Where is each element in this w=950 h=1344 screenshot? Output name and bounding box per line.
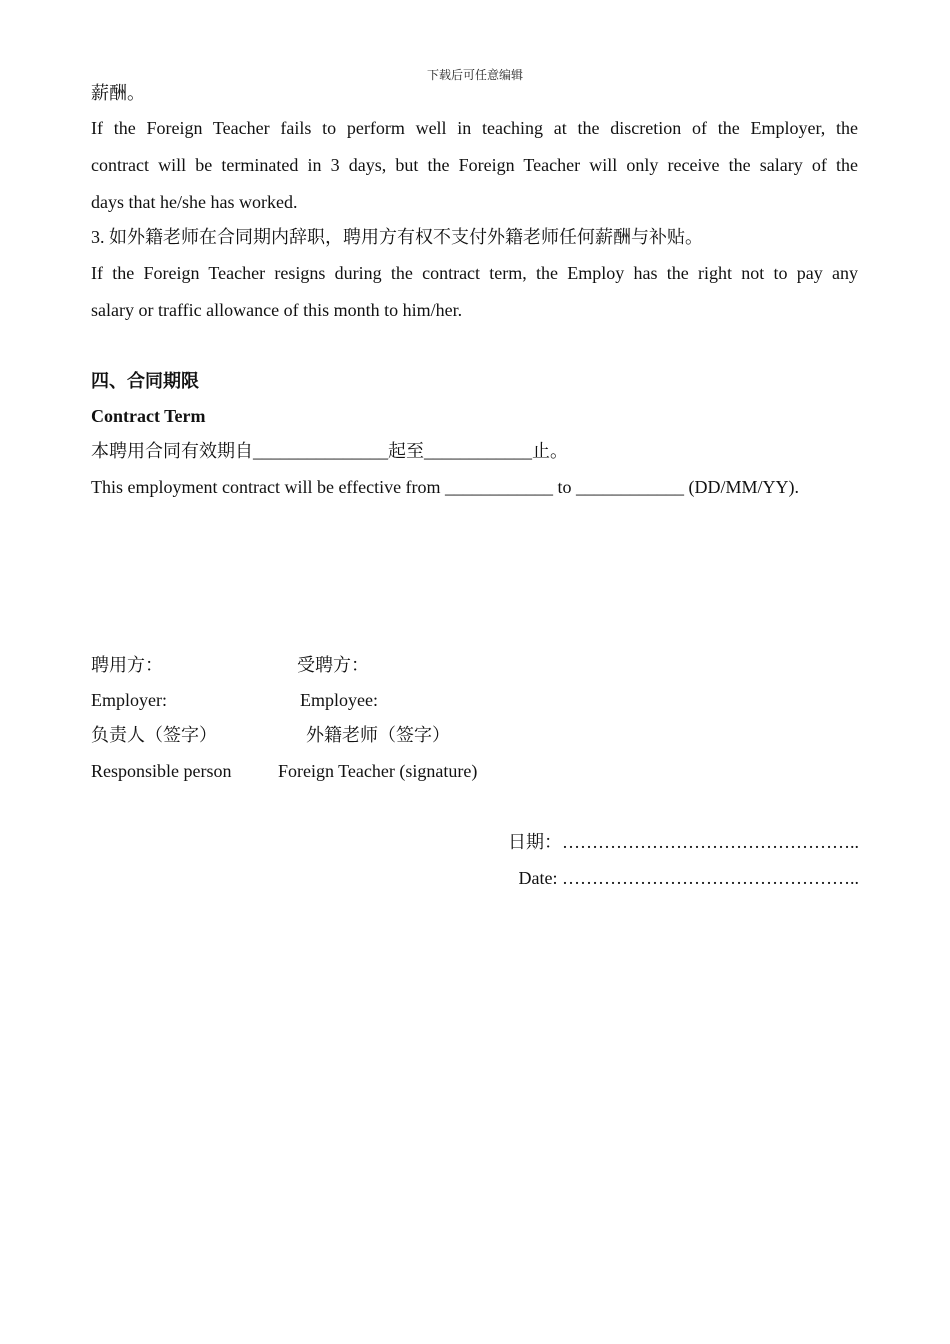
- employer-label-chinese: 聘用方：: [91, 655, 163, 675]
- employer-label-english: Employer:: [91, 690, 167, 710]
- page-header-note: 下载后可任意编辑: [426, 68, 523, 82]
- paragraph-resign-line-1: If the Foreign Teacher resigns during the contract term, the Employ has the right not to pay any: [91, 263, 858, 283]
- date-line-chinese: 日期：…………………………………………..: [508, 832, 859, 852]
- teacher-signature-english: Foreign Teacher (signature): [278, 761, 478, 781]
- contract-term-chinese: 本聘用合同有效期自_______________起至____________止。: [91, 441, 568, 461]
- employee-label-chinese: 受聘方：: [297, 655, 369, 675]
- section-heading-chinese: 四、合同期限: [91, 371, 199, 391]
- salary-line: 薪酬。: [91, 83, 145, 103]
- paragraph-termination-line-3: days that he/she has worked.: [91, 192, 298, 212]
- paragraph-termination-line-2: contract will be terminated in 3 days, but the Foreign Teacher will only receive the salary of the: [91, 155, 858, 175]
- employee-label-english: Employee:: [300, 690, 378, 710]
- contract-term-english: This employment contract will be effective from ____________ to ____________ (DD/MM/YY).: [91, 477, 800, 497]
- paragraph-resign-line-2: salary or traffic allowance of this month to him/her.: [91, 300, 463, 320]
- section-heading-english: Contract Term: [91, 406, 206, 426]
- responsible-person-chinese: 负责人（签字）: [91, 725, 217, 745]
- responsible-person-english: Responsible person: [91, 761, 232, 781]
- date-line-english: Date: …………………………………………..: [518, 868, 859, 888]
- teacher-signature-chinese: 外籍老师（签字）: [306, 725, 450, 745]
- clause-3-chinese: 3. 如外籍老师在合同期内辞职，聘用方有权不支付外籍老师任何薪酬与补贴。: [91, 227, 703, 247]
- paragraph-termination-line-1: If the Foreign Teacher fails to perform well in teaching at the discretion of the Employer, the: [91, 118, 858, 138]
